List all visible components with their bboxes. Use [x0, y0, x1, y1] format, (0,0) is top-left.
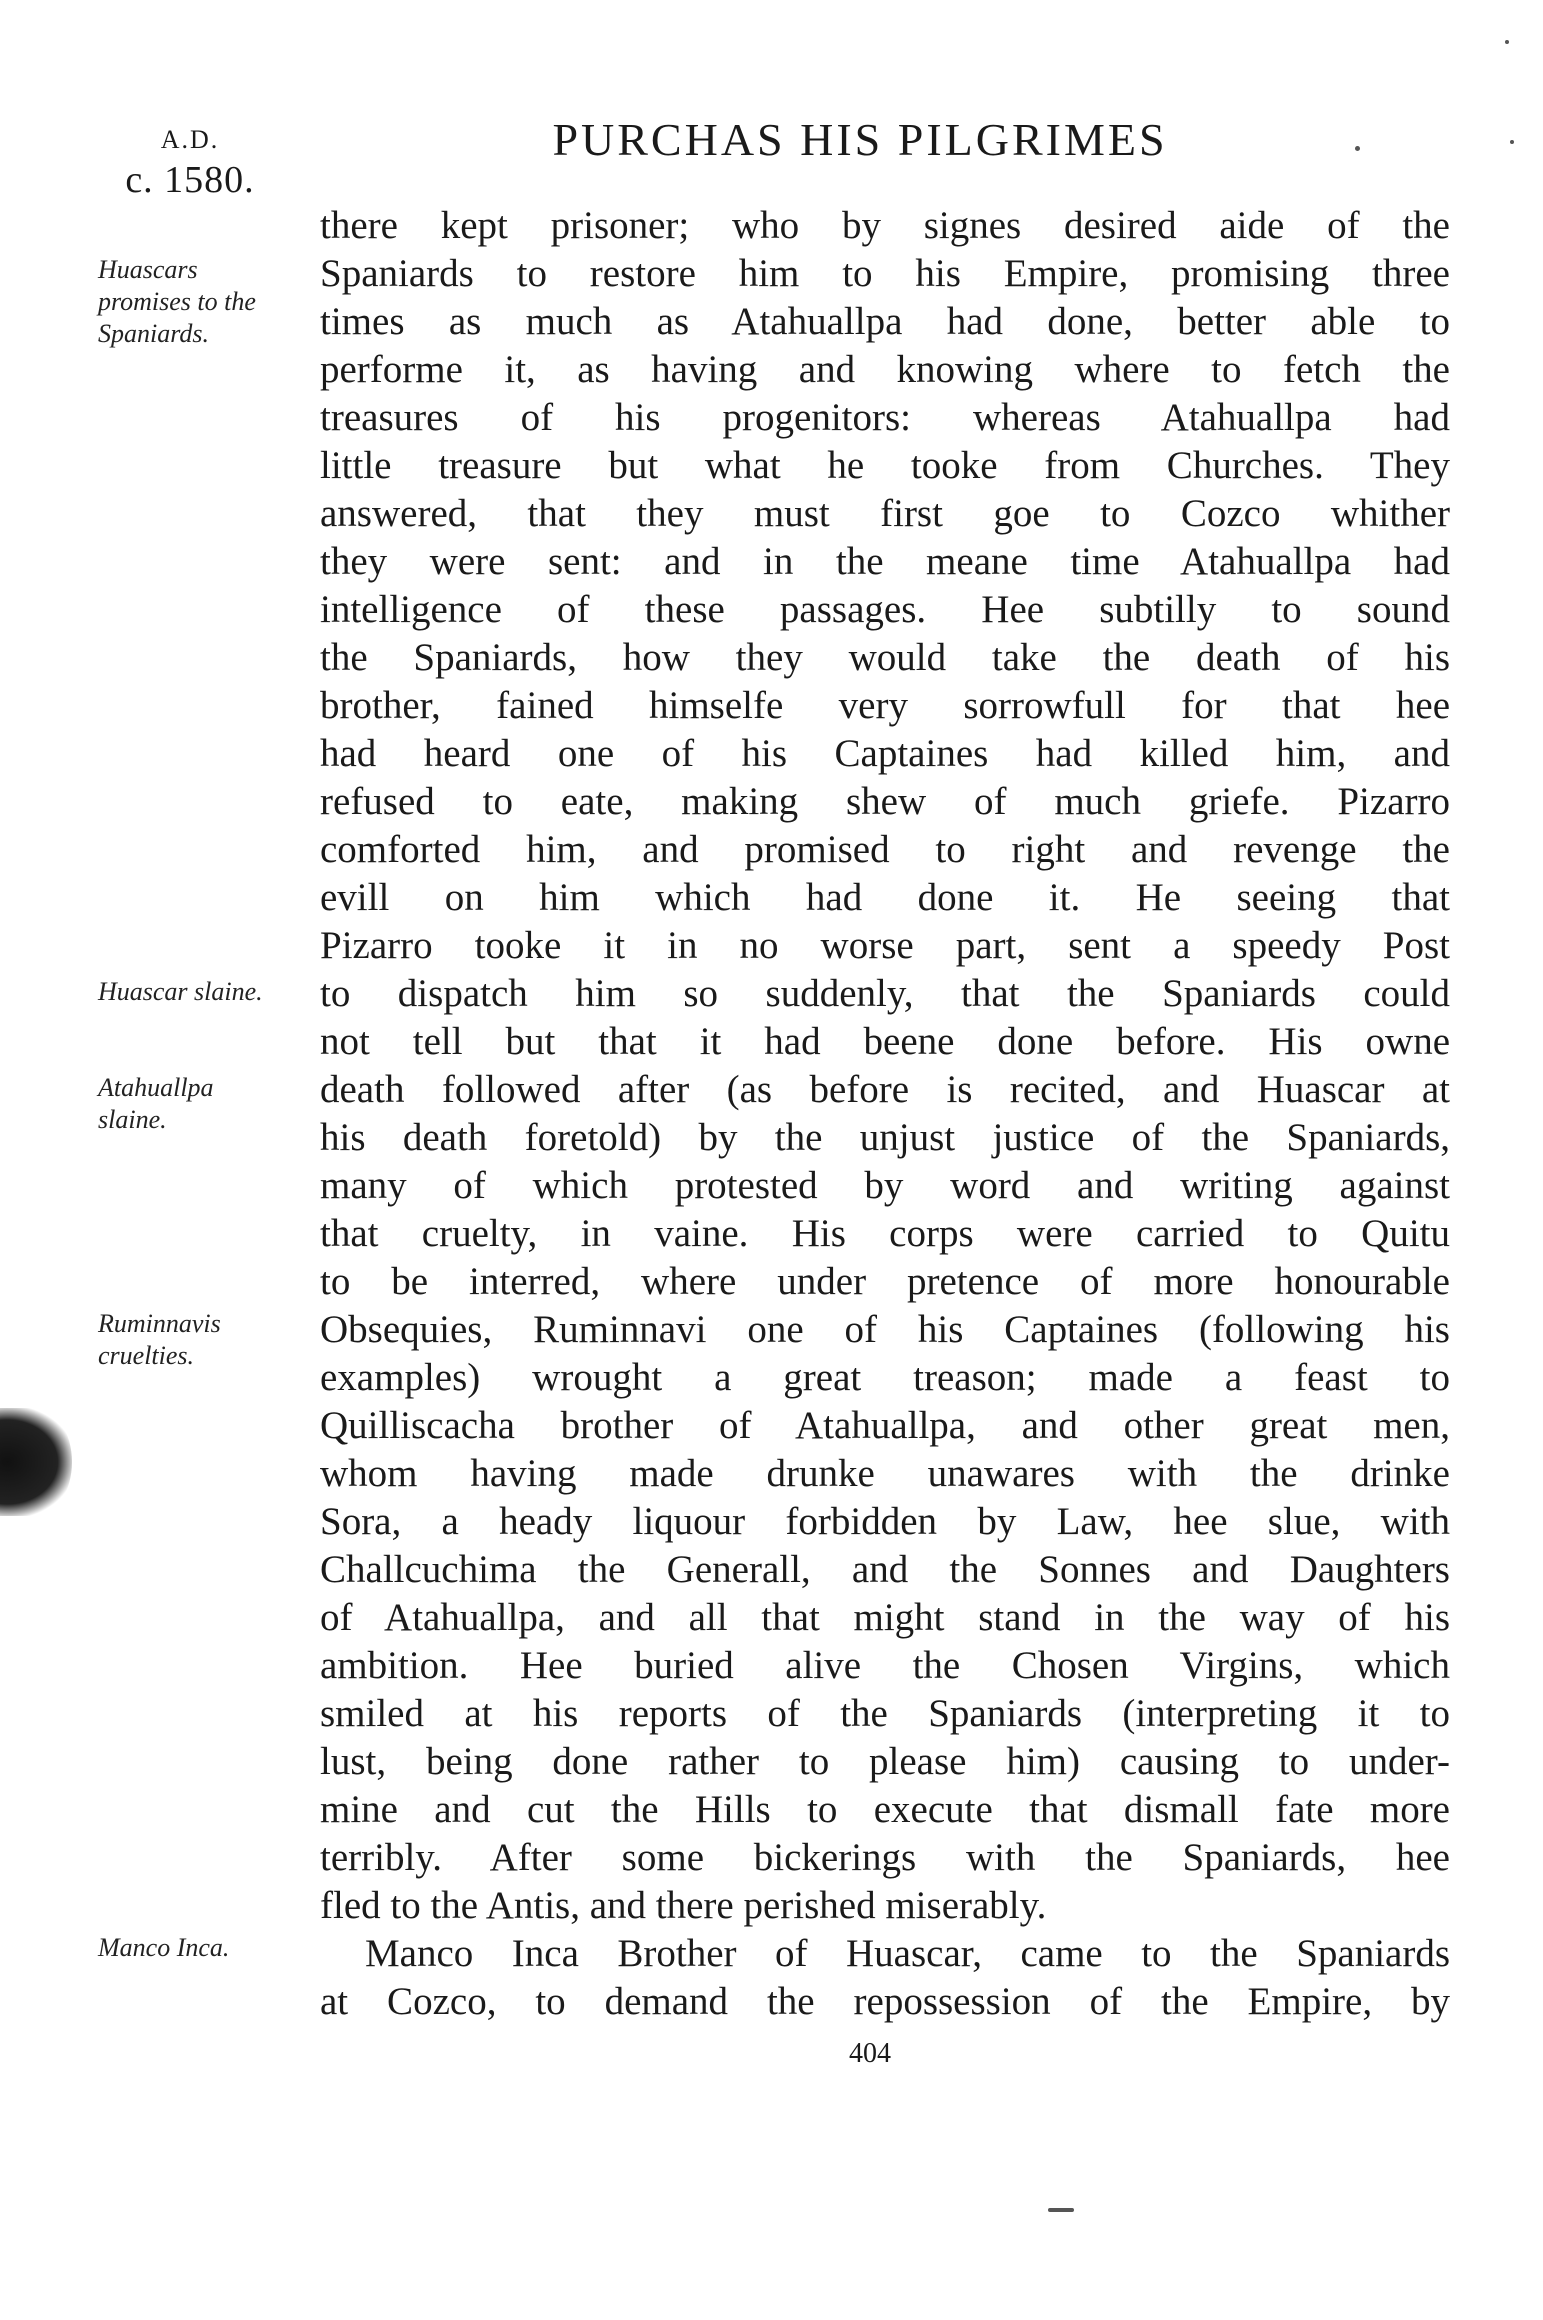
text-line: the Spaniards, how they would take the death of his: [320, 636, 1450, 679]
scan-speck: [1048, 2208, 1074, 2212]
text-line: mine and cut the Hills to execute that dismall fate more: [320, 1788, 1450, 1831]
text-line: lust, being done rather to please him) causing to under-: [320, 1740, 1450, 1783]
text-line: they were sent: and in the meane time Atahuallpa had: [320, 540, 1450, 583]
text-line: of Atahuallpa, and all that might stand in the way of his: [320, 1596, 1450, 1639]
margin-note: Ruminnavis cruelties.: [98, 1309, 221, 1370]
text-line: that cruelty, in vaine. His corps were carried to Quitu: [320, 1212, 1450, 1255]
running-title: PURCHAS HIS PILGRIMES: [552, 114, 1168, 165]
text-line: terribly. After some bickerings with the Spaniards, hee: [320, 1836, 1450, 1879]
text-line: little treasure but what he tooke from Churches. They: [320, 444, 1450, 487]
text-line: death followed after (as before is recited, and Huascar at: [320, 1068, 1450, 1111]
text-line: fled to the Antis, and there perished miserably.: [320, 1884, 1047, 1927]
text-line: to dispatch him so suddenly, that the Spaniards could: [320, 972, 1450, 1015]
page-number: 404: [849, 2038, 891, 2069]
text-line: to be interred, where under pretence of more honourable: [320, 1260, 1450, 1303]
date-marginal: [110, 120, 270, 200]
text-line: many of which protested by word and writing against: [320, 1164, 1450, 1207]
text-line: there kept prisoner; who by signes desired aide of the: [320, 204, 1450, 247]
text-line: at Cozco, to demand the repossession of the Empire, by: [320, 1980, 1450, 2023]
scan-speck: [1355, 146, 1360, 151]
text-line: brother, fained himselfe very sorrowfull for that hee: [320, 684, 1450, 727]
margin-note: Manco Inca.: [98, 1933, 230, 1962]
date-year: c. 1580.: [125, 159, 255, 201]
scan-speck: [1505, 40, 1509, 44]
text-line: evill on him which had done it. He seeing that: [320, 876, 1450, 919]
scan-speck: [1510, 140, 1514, 144]
margin-note: Atahuallpa slaine.: [98, 1073, 214, 1134]
text-line: refused to eate, making shew of much griefe. Pizarro: [320, 780, 1450, 823]
text-line: Quilliscacha brother of Atahuallpa, and other great men,: [320, 1404, 1450, 1447]
text-line: not tell but that it had beene done before. His owne: [320, 1020, 1450, 1063]
text-line: his death foretold) by the unjust justice of the Spaniards,: [320, 1116, 1450, 1159]
margin-note: Huascar slaine.: [98, 977, 263, 1006]
text-line: Sora, a heady liquour forbidden by Law, hee slue, with: [320, 1500, 1450, 1543]
text-line: Pizarro tooke it in no worse part, sent a speedy Post: [320, 924, 1450, 967]
thumb-shadow: [0, 1408, 72, 1516]
text-line: smiled at his reports of the Spaniards (interpreting it to: [320, 1692, 1450, 1735]
text-line: whom having made drunke unawares with the drinke: [320, 1452, 1450, 1495]
text-line: performe it, as having and knowing where to fetch the: [320, 348, 1450, 391]
text-line: examples) wrought a great treason; made a feast to: [320, 1356, 1450, 1399]
text-line: answered, that they must first goe to Cozco whither: [320, 492, 1450, 535]
text-line: Spaniards to restore him to his Empire, promising three: [320, 252, 1450, 295]
margin-note: Huascars promises to the Spaniards.: [98, 255, 256, 348]
text-line: intelligence of these passages. Hee subtilly to sound: [320, 588, 1450, 631]
text-line: Manco Inca Brother of Huascar, came to the Spaniards: [365, 1932, 1450, 1975]
text-line: Obsequies, Ruminnavi one of his Captaines (following his: [320, 1308, 1450, 1351]
text-line: treasures of his progenitors: whereas Atahuallpa had: [320, 396, 1450, 439]
text-line: Challcuchima the Generall, and the Sonnes and Daughters: [320, 1548, 1450, 1591]
text-line: times as much as Atahuallpa had done, better able to: [320, 300, 1450, 343]
body-text: [320, 202, 1450, 2026]
text-line: ambition. Hee buried alive the Chosen Virgins, which: [320, 1644, 1450, 1687]
text-line: comforted him, and promised to right and revenge the: [320, 828, 1450, 871]
text-line: had heard one of his Captaines had killed him, and: [320, 732, 1450, 775]
date-era: A.D.: [160, 125, 220, 154]
